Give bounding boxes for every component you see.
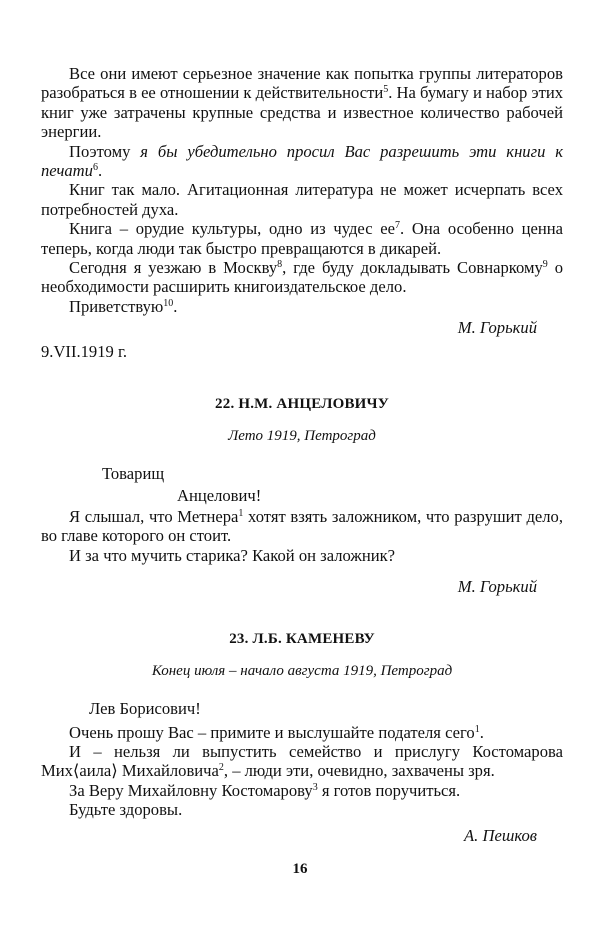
paragraph: Будьте здоровы. bbox=[69, 800, 183, 820]
footnote-ref[interactable]: 6 bbox=[92, 162, 98, 174]
paragraph: За Веру Михайловну Костомарову$^3$ я готов поручиться. bbox=[69, 780, 461, 800]
footnote-ref[interactable]: 9 bbox=[542, 259, 548, 271]
footnote-ref[interactable]: 5 bbox=[383, 84, 389, 96]
letter-date: 9.VII.1919 г. bbox=[41, 341, 128, 361]
letter-heading: 23. Л.Б. КАМЕНЕВУ bbox=[229, 631, 375, 648]
paragraph: И за что мучить старика? Какой он заложник? bbox=[69, 545, 396, 565]
paragraph: И – нельзя ли выпустить семейство и прислугу Костомарова Мих⟨аила⟩ Михайловича$^2$, – люди эти, очевидно, захвачены зря. bbox=[41, 741, 563, 781]
paragraph: Поэтому я бы убедительно просил Вас разрешить эти книги к печати$^6$. bbox=[41, 141, 563, 181]
footnote-ref[interactable]: 7 bbox=[395, 220, 401, 232]
footnote-ref[interactable]: 1 bbox=[474, 723, 480, 735]
paragraph: Очень прошу Вас – примите и выслушайте подателя сего$^1$. bbox=[69, 722, 484, 742]
paragraph: Все они имеют серьезное значение как попытка группы литераторов разобраться в ее отношении к действительности$^5$. На бумагу и набор этих книг уже затрачены крупные средства и известное количество рабочей энергии. bbox=[41, 64, 563, 142]
signature: А. Пешков bbox=[464, 825, 537, 845]
page-number: 16 bbox=[292, 861, 308, 877]
signature: М. Горький bbox=[457, 318, 537, 338]
footnote-ref[interactable]: 10 bbox=[163, 297, 174, 309]
paragraph: Книга – орудие культуры, одно из чудес $ее^7$. Она особенно ценна теперь, когда люди так быстро превращаются в дикарей. bbox=[41, 219, 563, 258]
footnote-ref[interactable]: 3 bbox=[312, 781, 318, 793]
page-body bbox=[41, 64, 563, 845]
footnote-ref[interactable]: 1 bbox=[238, 507, 244, 519]
paragraph: Сегодня я уезжаю в Москву$^8$, где буду докладывать Совнаркому$^9$ о необходимости расширить книгоиздательское дело. bbox=[41, 258, 563, 297]
letter-subheading: Конец июля – начало августа 1919, Петроград bbox=[151, 662, 453, 679]
paragraph: Я слышал, что Метнера$^1$ хотят взять заложником, что разрушит дело, во главе которого он стоит. bbox=[41, 506, 563, 546]
letter-subheading: Лето 1919, Петроград bbox=[228, 427, 376, 444]
paragraph: Книг так мало. Агитационная литература не может исчерпать всех потребностей духа. bbox=[41, 180, 563, 219]
signature: М. Горький bbox=[457, 576, 537, 596]
emphasized-text: я бы убедительно просил Вас разрешить эти книги к печати bbox=[41, 141, 563, 181]
footnote-ref[interactable]: 8 bbox=[277, 259, 283, 271]
letter-heading: 22. Н.М. АНЦЕЛОВИЧУ bbox=[215, 396, 389, 413]
paragraph: Приветствую$^{10}$. bbox=[69, 296, 178, 316]
footnote-ref[interactable]: 2 bbox=[218, 762, 224, 774]
salutation: Товарищ bbox=[102, 463, 165, 483]
salutation: Лев Борисович! bbox=[89, 699, 201, 719]
salutation: Анцелович! bbox=[177, 486, 262, 506]
